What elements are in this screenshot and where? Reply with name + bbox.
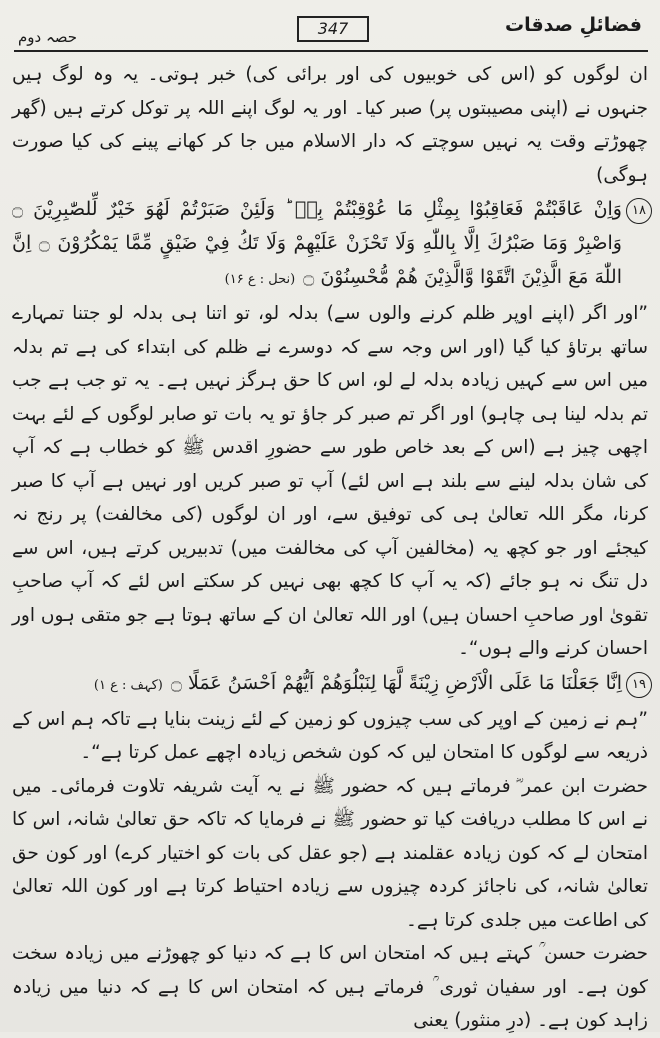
page-number: 347: [297, 16, 369, 42]
verse-number-19: ۱۹: [626, 672, 652, 698]
verse-19-reference: (کہف : ع ۱): [93, 677, 163, 693]
paragraph-1: ان لوگوں کو (اس کی خوبیوں کی اور برائی کی) خبر ہوتی۔ یہ وہ لوگ ہیں جنہوں نے (اپنی مصیبتوں پر) صبر کیا۔ اور یہ لوگ اپنے اللہ پر توکل کرتے ہیں (گھر چھوڑتے وقت یہ نہیں سوچتے کہ دار الاسلام میں جا کر کھانے پینے کی کیا صورت ہوگی): [12, 64, 648, 186]
paragraph-3-translation: ”ہم نے زمین کے اوپر کی سب چیزوں کو زمین کے لئے زینت بنایا ہے تاکہ ہم اس کے ذریعہ سے لوگوں کا امتحان لیں کہ کون شخص زیادہ اچھے عمل کرتا ہے“۔: [11, 708, 648, 763]
verse-18-reference: (نحل : ع ۱۶): [224, 272, 296, 287]
paragraph-2-translation: ”اور اگر (اپنے اوپر ظلم کرنے والوں سے) بدلہ لو، تو اتنا ہی بدلہ لو جتنا تمہارے ساتھ برتاؤ کیا گیا (اور اس وجہ سے کہ دوسرے نے ظلم کی ابتداء کی ہے تم بدلہ میں اس سے کہیں زیادہ بدلہ لے لو، اس کا حق ہرگز نہیں ہے۔ یہ تو جب ہے جب تم بدلہ لینا ہی چاہو) اور اگر تم صبر کر جاؤ تو یہ بات تو صابر لوگوں کے لئے بہت اچھی چیز ہے (اس کے بعد خاص طور سے حضورِ اقدس ﷺ کو خطاب ہے کہ آپ کی شان بدلہ لینے سے بلند ہے اس لئے) آپ تو صبر کریں اور نہیں ہے آپ کا صبر کرنا، مگر اللہ تعالیٰ ہی کی توفیق سے، اور ان لوگوں (کی مخالفت) پر رنج نہ کیجئے اور جو کچھ یہ (مخالفین آپ کی مخالفت میں) تدبیریں کرتے ہیں، اس سے دل تنگ نہ ہو جائے (کہ یہ آپ کا کچھ بھی نہیں کر سکتے اس لئے کہ آپ صاحبِ تقویٰ اور صاحبِ احسان ہیں) اور اللہ تعالیٰ ان کے ساتھ ہوتا ہے جو متقی ہوں اور احسان کرنے والے ہوں“۔: [12, 303, 648, 659]
page-body: [12, 58, 648, 1038]
part-label: حصہ دوم: [18, 28, 78, 46]
page-header: [0, 0, 660, 48]
verse-18-block: [12, 192, 648, 297]
verse-19-block: [12, 666, 648, 703]
verse-19-arabic: اِنَّا جَعَلْنَا مَا عَلَى الْاَرْضِ زِيْنَةً لَّهَا لِنَبْلُوَهُمْ اَيُّهُمْ اَحْسَنُ عَمَلًا ۝(کہف : ع ۱): [93, 671, 622, 694]
paragraph-5: حضرت حسن ؒ کہتے ہیں کہ امتحان اس کا ہے کہ دنیا کو چھوڑنے میں زیادہ سخت کون ہے۔ اور سفیان ثوری ؒ فرماتے ہیں کہ امتحان اس کا ہے کہ دنیا میں زیادہ زاہد کون ہے۔ (درِ منثور) یعنی: [12, 943, 648, 1031]
book-title: فضائلِ صدقات: [504, 14, 642, 36]
paragraph-4-hadith: حضرت ابن عمر ؓ فرماتے ہیں کہ حضور ﷺ نے یہ آیت شریفہ تلاوت فرمائی۔ میں نے اس کا مطلب دریافت کیا تو حضور ﷺ نے فرمایا کہ تاکہ حق تعالیٰ شانہ، اس کا امتحان لے کہ کون زیادہ عقلمند ہے (جو عقل کی بات کو اختیار کرے) اور کون حق تعالیٰ شانہ، کی ناجائز کردہ چیزوں سے زیادہ احتیاط کرتا ہے اور کون اللہ تعالیٰ کی اطاعت میں جلدی کرتا ہے۔: [12, 775, 648, 931]
header-rule: [14, 50, 648, 52]
verse-18-arabic: وَاِنْ عَاقَبْتُمْ فَعَاقِبُوْا بِمِثْلِ مَا عُوْقِبْتُمْ بِهٖ ؕ وَلَئِنْ صَبَرْتُمْ لَهُوَ خَيْرٌ لِّلصّٰبِرِيْنَ ۝ وَاصْبِرْ وَمَا صَبْرُكَ اِلَّا بِاللّٰهِ وَلَا تَحْزَنْ عَلَيْهِمْ وَلَا تَكُ فِيْ ضَيْقٍ مِّمَّا يَمْكُرُوْنَ ۝ اِنَّ اللّٰهَ مَعَ الَّذِيْنَ اتَّقَوْا وَّالَّذِيْنَ هُمْ مُّحْسِنُوْنَ ۝(نحل : ع ۱۶): [12, 198, 622, 288]
verse-number-18: ۱۸: [626, 198, 652, 224]
